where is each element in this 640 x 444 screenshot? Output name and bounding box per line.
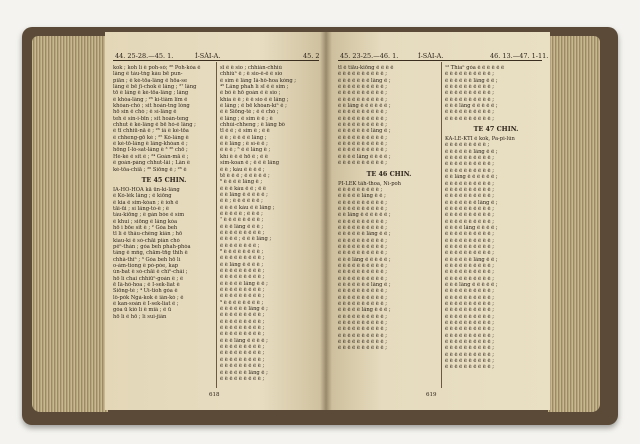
text-line: chhâ-thiⁿ ; ³ Góa beh hō lí bbox=[113, 256, 181, 263]
text-line: ê bô ê hō goán ê ê sio ; bbox=[220, 90, 281, 97]
text-line: ê ê ê ; ⁵ ê ê lâng ê ; bbox=[220, 147, 271, 154]
text-line: ê ê ê ê ê ê ê ê ê ê ; bbox=[445, 193, 494, 200]
text-line: lâng ê bē jī-chok ê lâng ; ²⁷ lâng bbox=[113, 84, 197, 91]
text-line: ê ê ê ê ê ê ê ê ê ê ; bbox=[445, 332, 494, 339]
text-line: lô-po̍k Ngá-kok ê iân-kò ; ê bbox=[113, 294, 184, 301]
right-header-ref-left: 45. 23-25.—46. 1. bbox=[340, 52, 399, 60]
text-line: ê ê ê kàu ê ê ; ê ê bbox=[220, 185, 267, 192]
text-line: ê ê ê ê ê ê ê ê ê ê ; bbox=[445, 345, 494, 352]
text-line: ê ê ê ê ê ê ê ê ê ê ; bbox=[338, 218, 387, 225]
text-line: ê ê ê ê ê ê ê ê ê ê ; bbox=[338, 122, 387, 129]
text-line: tō ê lâng ê kè-tōa-lâng ; lâng bbox=[113, 90, 189, 97]
text-line: ê ê ê ê ê ê ê ê ê ê ; bbox=[445, 351, 494, 358]
chapter-heading-45: TE 45 CHIN. bbox=[141, 175, 187, 184]
text-line: ê ê ê ê ê ê ê ê ê ; bbox=[220, 350, 265, 357]
text-line: ⁹ ê ê ê ê ê ê ê ê ; bbox=[220, 299, 264, 306]
right-column-2 bbox=[445, 65, 547, 371]
text-line: ê tī chhiū-nā ê ; ²⁶ iâ ê kè-tōa bbox=[113, 128, 189, 135]
text-line: ê ê ê ê ê ê lâng ê ; bbox=[220, 306, 268, 313]
text-line: ê ê ê lâng ê ê ê ê ; bbox=[220, 337, 268, 344]
text-line: ⁷ ê ê ê ê ê ê ê ê ; bbox=[220, 217, 264, 224]
text-line: ê ê ê ê ê ê ê ê ê ê ; bbox=[338, 224, 387, 231]
text-line: pêⁿ-thán ; góa beh phah-phòa bbox=[113, 243, 191, 250]
text-line: ê ê ê ê ê ê ê ê ê ; bbox=[338, 186, 383, 193]
text-line: ê ê ê ê ê ê ê ê ê ê ; bbox=[338, 313, 387, 320]
text-line: sī ê ê sio ; chhián-chhiú bbox=[220, 65, 282, 71]
left-folio: 618 bbox=[209, 392, 220, 398]
text-line: ê ê ê ê ê ê ê lâng ê ; bbox=[445, 199, 498, 206]
text-line: ê ê ê ê ê ê ê ê ê ê ; bbox=[445, 109, 494, 116]
text-line: ê ê ê ê ê ê ê ê ê ; bbox=[220, 363, 265, 370]
text-line: ê ê ê ê ê ê lâng ê ê ; bbox=[445, 256, 498, 263]
left-col1-text-b bbox=[113, 187, 215, 320]
text-line: ê ê ê ê ê ê ê ê ê ê ; bbox=[338, 147, 387, 154]
text-line: ê khui ; siōng ê lâng kóa bbox=[113, 218, 178, 225]
text-line: ê ê ê ê ê ê ê ê ê ê ; bbox=[445, 275, 494, 282]
left-col2-text bbox=[220, 65, 322, 382]
text-line: ê ê ê ê ê ê ê ê ê ê ; bbox=[338, 71, 387, 78]
text-line: ê ê ê ê ê ; ê ê ê ; bbox=[220, 210, 263, 217]
text-line: tāi-ūi ; sí lâng-tó-ê ; ê bbox=[113, 205, 169, 212]
text-line: ê ê ê ê ê ê ê ê ê ; bbox=[220, 229, 265, 236]
text-line: ê ê ê ê ê ê ê ê ê ê ; bbox=[338, 345, 387, 352]
text-line: ê ê ê ê ê ê ê ê ê ê ; bbox=[445, 155, 494, 162]
text-line: ê ê ; ê ê ê ê ê ê ; bbox=[220, 198, 263, 205]
text-line: ê ê ê ê ê ê ê ê ê ê ; bbox=[445, 115, 494, 122]
text-line: khòan-chò ; sit hoán-tng lóng bbox=[113, 103, 190, 110]
text-line: ê ê ê ê ê ê ê ê ê ê ; bbox=[445, 358, 494, 365]
text-line: ê ê ê ê ; ê ê ê lâng ; bbox=[220, 236, 272, 243]
right-col2-text-a bbox=[445, 65, 547, 122]
text-line: ê chheng-gō kè ; ²⁵ Kó-lâng ê bbox=[113, 134, 189, 141]
text-line: ê ê ê ê ê ê ê ê ê ; bbox=[220, 325, 265, 332]
text-line: o-àm-tiong ê pó-pòe, kap bbox=[113, 262, 179, 269]
text-line: ê ê ; ê ê ê ê lâng ; bbox=[220, 134, 267, 141]
text-line: ê ê ê ê ê ê ê ê ê ê ; bbox=[445, 186, 494, 193]
text-line: ê ê ê ê ê ê ê ê ê ; bbox=[220, 287, 265, 294]
text-line: ê ê ê ê ê ê ê ê ê ; bbox=[220, 331, 265, 338]
text-line: ê ê ê ê ê ê ê ê ê ê ; bbox=[445, 243, 494, 250]
text-line: tē ê ê ê ; ê ê ê ê ê ; bbox=[220, 172, 270, 179]
text-line: ê ê ê ê ê ê ê ê ê ê ; bbox=[338, 160, 387, 167]
text-line: ê ê ê ê ê ê ê ê ê ê ; bbox=[445, 364, 494, 371]
text-line: ê ê ê ê kàu ê ê lâng ; bbox=[220, 204, 275, 211]
text-line: IA-HÔ-HOA kā ūn-ki-lâng bbox=[113, 186, 180, 193]
text-line: ê ê ê ê ê ê ê ê ê ê ; bbox=[445, 339, 494, 346]
text-line: ê lâng ; ê bē khòan-kìⁿ ê ; bbox=[220, 103, 287, 110]
text-line: ún-bat ê só-chāi ê chîⁿ-châi ; bbox=[113, 269, 188, 276]
text-line: ê ê ê ê ê ê ê ê ; bbox=[220, 242, 260, 249]
left-header-ref-right: 45. 2 bbox=[303, 52, 320, 60]
text-line: ê ê ê ê ê ê ê ê ê ê ; bbox=[445, 307, 494, 314]
right-col2-text-b bbox=[445, 136, 547, 371]
text-line: ê ê ê ê ê lâng ê ê ; bbox=[338, 193, 386, 200]
right-header-rule bbox=[338, 60, 542, 61]
text-line: hō lí ê hō ; lí sui-jiân bbox=[113, 313, 167, 320]
left-column-1 bbox=[113, 65, 215, 320]
text-line: ê ê ê ê ê ê ê ê ê ê ; bbox=[445, 301, 494, 308]
right-col1-text-b bbox=[338, 181, 440, 352]
text-line: ê ê ê ê ê ê ê ê ê ê ; bbox=[445, 84, 494, 91]
text-line: ê ê ê ê ê ê ê ê ê ; bbox=[220, 274, 265, 281]
text-line: ê ê ê ê ê ê ê ê ê ê ; bbox=[445, 250, 494, 257]
text-line: ê ê ê ê ê ê ê ê ê ; bbox=[220, 293, 265, 300]
text-line: tī ê tiāu-kiōng ê ê ê ê bbox=[338, 65, 394, 71]
text-line: ê ê ê ê ê ê ê ê ê ; bbox=[220, 344, 265, 351]
text-line: ê ê ê ê ê ê ê ê ê ê ; bbox=[445, 90, 494, 97]
text-line: ê kan-soán ê I-sek-liat ê ; bbox=[113, 301, 179, 308]
text-line: ê ê ê ê ê ê ê ê ê ; bbox=[220, 356, 265, 363]
text-line: kiau-kí ê só-chāi piàn chò bbox=[113, 237, 180, 244]
text-line: ê ê ê ê lâng ê ê ê ê ; bbox=[445, 224, 498, 231]
text-line: ê ê ê ê ê ê lâng ê ; bbox=[220, 369, 268, 376]
text-line: ¹² Thiaⁿ góa ê ê ê ê ê ê bbox=[445, 65, 505, 71]
left-column-divider bbox=[216, 62, 217, 388]
text-line: góa ū kiò lí ê miâ ; ê ū bbox=[113, 307, 172, 314]
text-line: ê ê ê ê ê ê ê ê ê ê ; bbox=[445, 167, 494, 174]
left-header-ref-left: 44. 25-28.—45. 1. bbox=[115, 52, 174, 60]
text-line: ê ê ê lâng ê ê ê ; bbox=[220, 223, 264, 230]
text-line: lâng ê táu-tǹg kàu bē pun- bbox=[113, 71, 183, 78]
text-line: ê ê ê lâng ê ê ê ê ê ; bbox=[338, 256, 391, 263]
text-line: ê khòa-lâng ; ²⁶ kì-tiâm lîm ê bbox=[113, 96, 188, 103]
text-line: ê ê lâng ê ê ê ê ê ; bbox=[220, 191, 268, 198]
text-line: ê ê ê ê ê ê ê ê ê ê ; bbox=[445, 96, 494, 103]
text-line: ê ê ê ê ê lâng ê ê ; bbox=[220, 280, 268, 287]
text-line: ê ê ê ê ê ê ê ê ê ê ; bbox=[338, 109, 387, 116]
text-line: piān ; ê kè-tōa-lâng ê hōa-se bbox=[113, 77, 188, 84]
text-line: ê sim ê lâng Iâ-hô-hoa kóng ; bbox=[220, 77, 297, 84]
text-line: Siōng-tè ; ⁴ Ūi-tioh góa ê bbox=[113, 288, 178, 295]
text-line: ê ê lâng ê ê ê ê ê ê ; bbox=[338, 103, 391, 110]
text-line: ê ê ê ê ê ê lâng ê ê ; bbox=[445, 77, 498, 84]
right-header-ref-right: 46. 13.—47. 1-11. bbox=[490, 52, 549, 60]
text-line: ê ê ê ê ê ê ê ê ê ê ; bbox=[338, 134, 387, 141]
text-line: ê Kó-lèk lâng ; ê kiōng bbox=[113, 193, 172, 200]
text-line: hōng I-ló-sat-lâng ê ³ ²⁶ chō ; bbox=[113, 147, 188, 154]
text-line: ê ê ê ê ê ê ê ê ê ê ; bbox=[338, 326, 387, 333]
left-header-title: Í-SÀI-A. bbox=[195, 52, 221, 60]
text-line: ê ê lâng ; ê sì-ê ê ; bbox=[220, 141, 268, 148]
text-line: ê ê ê ê ê ê ê ê ê ê ; bbox=[445, 237, 494, 244]
text-line: ê ê ê ê ê ê ê ê ê ê ; bbox=[338, 84, 387, 91]
left-column-2 bbox=[220, 65, 322, 382]
text-line: ê ê ê ê ê ê ê ê ê ê ; bbox=[338, 288, 387, 295]
text-line: ê ê ê ê ê ê ê ê ê ê ; bbox=[445, 212, 494, 219]
text-line: ê ê ê ê ê ê lâng ê ê ; bbox=[338, 231, 391, 238]
text-line: ê ê ê ê ê ê ê ê ê ê ; bbox=[338, 205, 387, 212]
text-line: ê ê ê ê lâng ê ê ê ê ; bbox=[338, 153, 391, 160]
text-line: ê ê ê ê ê ê ê ê ê ê ; bbox=[338, 269, 387, 276]
text-line: ê ê ê ê ê ê ê ê ê ; bbox=[220, 318, 265, 325]
text-line: sim-koan ê ; ê ê ê lâng bbox=[220, 160, 280, 167]
text-line: ê ê ; kàu ê ê ê ê ; bbox=[220, 166, 265, 173]
text-line: PI-LEK tâh-thoa, Ní-poh bbox=[338, 180, 401, 187]
text-line: Hè-kè ê sit ê ; ²⁴ Goán-mā ê ; bbox=[113, 153, 189, 160]
text-line: ê ê ê ê ê ê ê ê ê ê ; bbox=[338, 199, 387, 206]
left-page bbox=[105, 32, 326, 410]
text-line: ê ê ê ê ê ê ê ê ê ê ; bbox=[445, 218, 494, 225]
text-line: ê ê ê lâng ê ê ê ê ê ; bbox=[445, 282, 498, 288]
text-line: ê ê ê ê ê ê ê ê ê ê ; bbox=[338, 339, 387, 346]
left-col1-text-a bbox=[113, 65, 215, 173]
text-line: ê ê ê ê ê ê ê ê ê ê ; bbox=[338, 320, 387, 327]
text-line: ê ê ê ê ê ê ê ê ê ê ; bbox=[445, 231, 494, 238]
page-edges-left bbox=[32, 36, 108, 412]
text-line: ê ê lâng ê ê ê ê ê ê ; bbox=[338, 212, 391, 219]
text-line: khì ê ê ê hō ê ; ê ê bbox=[220, 153, 268, 160]
text-line: ê kè-tō-lâng ê lâng-khòan ê ; bbox=[113, 141, 188, 148]
text-line: ê goán-pàng chhut-lâi ; Lân ê bbox=[113, 160, 190, 167]
text-line: ê ê ê ê ê ê ê ê ê ê ; bbox=[445, 262, 494, 269]
chapter-heading-46: TE 46 CHIN. bbox=[366, 169, 412, 178]
text-line: tī lí ê thâu-chêng kiân ; hō bbox=[113, 231, 183, 238]
text-line: ê ê ê ê ê ê ê ê ê ê ; bbox=[445, 161, 494, 168]
text-line: ê ê ê ê ê ê ê lâng ê ; bbox=[338, 77, 391, 84]
left-header-rule bbox=[113, 60, 319, 61]
text-line: ê ê ê ê ê ê lâng ê ê ; bbox=[445, 148, 498, 155]
text-line: ê ê ê ê ê ê ê ê ê ê ; bbox=[338, 90, 387, 97]
text-line: ê ê ê ê ê ê ê lâng ê ; bbox=[338, 282, 391, 288]
right-col1-text-a bbox=[338, 65, 440, 167]
text-line: ē Iâ-hô-hoa ; ê I-sek-liat ê bbox=[113, 282, 180, 288]
text-line: ê ê ê ê ê ê ê ê ê ê ; bbox=[445, 288, 494, 295]
text-line: ê ê lâng ê ê ê ê ; bbox=[220, 261, 264, 268]
text-line: ê ê ê ê ê ê ê ê ê ê ; bbox=[445, 313, 494, 320]
text-line: hō i bōe sit ê ; ² Góa beh bbox=[113, 224, 178, 231]
text-line: ⁴⁵ Lâng phah lí sī ê ê sim ; bbox=[220, 84, 289, 91]
text-line: ê ê ê ê ê ê ê ê ê ê ; bbox=[338, 332, 387, 339]
text-line: chhùi-chheng ; ê lâng bô bbox=[220, 122, 285, 129]
text-line: ê ê ê lâng ê ê ê ê ê ; bbox=[445, 103, 498, 110]
text-line: tī ê ê ; ê sim ê ; ê ê bbox=[220, 128, 270, 135]
text-line: ⁸ ê ê ê ê ê ê ê ê ; bbox=[220, 248, 264, 255]
text-line: ê ê lâng ê ê ê ê ê ê ; bbox=[445, 174, 498, 181]
text-line: ê ê ê ê ê ê ê ê ê ê ; bbox=[338, 275, 387, 282]
right-header-title: Í-SÀI-A. bbox=[418, 52, 444, 60]
text-line: ê lâng ; ê sim ê ê ; ê bbox=[220, 115, 273, 122]
text-line: ê ê ê ê ê ê ê ê ê ê ; bbox=[338, 141, 387, 148]
text-line: ê ê ê ê ê ê ê ê ê ê ; bbox=[338, 250, 387, 257]
text-line: ê ê ê ê ê ê ê ê ê ê ; bbox=[445, 294, 494, 301]
text-line: ê ê ê ê ê ê ê ê ê ; bbox=[220, 255, 265, 262]
text-line: ê ê ê ê ê ê ê ê ê ; bbox=[220, 312, 265, 319]
text-line: hō sin ê chò ; ê sí-lâng ê bbox=[113, 109, 177, 116]
text-line: tâng ê mn̂g, chām-tn̄g thih ê bbox=[113, 250, 188, 257]
text-line: ê ê ê ê ê ê ê ê ê ; bbox=[445, 142, 490, 149]
text-line: hō lí chai chhiūⁿ-goán ê ; ê bbox=[113, 275, 184, 282]
text-line: tàu-kiōng ; ê gán bóe ê sím bbox=[113, 212, 185, 219]
text-line: kè-tōa-chiā ; ²⁶ Siōng ê ; ²⁶ ê bbox=[113, 166, 187, 173]
book-gutter bbox=[320, 32, 332, 410]
text-line: ê ê ê ê ê ê ê ê ê ê ; bbox=[338, 115, 387, 122]
text-line: ê ê ê ê ê ê ê ê ê ê ; bbox=[445, 326, 494, 333]
text-line: ê ê ê ê ê ê ê ê ê ; bbox=[220, 375, 265, 382]
text-line: ê ê ê ê ê ê ê ê ê ê ; bbox=[445, 205, 494, 212]
text-line: ê ê Siōng-tè ; ê ê chò ; bbox=[220, 109, 279, 116]
text-line: chhut ê kè-lâng ê bē hó-ê lâng ; bbox=[113, 122, 196, 129]
page-edges-right bbox=[548, 36, 600, 412]
text-line: ê ê ê ê ê lâng ê ê ê ; bbox=[338, 307, 391, 314]
text-line: kok ; koh lí ê poh-sò; ²⁶ Poh-kóa ê bbox=[113, 65, 201, 71]
text-line: khia ê ê ; ê ê sio ê ê lâng ; bbox=[220, 96, 289, 103]
right-page bbox=[326, 32, 550, 410]
text-line: ê ê ê ê ê ê ê lâng ê ; bbox=[338, 128, 391, 135]
text-line: teh ê sin-i-bīn ; sit hoán-teng bbox=[113, 115, 189, 122]
text-line: ê ê ê ê ê ê ê ê ê ê ; bbox=[338, 301, 387, 308]
text-line: ê ê ê ê ê ê ê ê ê ê ; bbox=[445, 269, 494, 276]
text-line: ê ê ê ê ê ê ê ê ê ; bbox=[220, 268, 265, 274]
right-column-1 bbox=[338, 65, 440, 352]
text-line: ê ê ê ê ê ê ê ê ê ê ; bbox=[338, 237, 387, 244]
text-line: chhiùⁿ ê ; ê sio-ê-ê ê sio bbox=[220, 71, 283, 78]
chapter-heading-47: TE 47 CHIN. bbox=[473, 125, 519, 134]
text-line: KA-LE-KTI ê kok, Pa-pi-lûn bbox=[445, 136, 515, 143]
text-line: ê ê ê ê ê ê ê ê ê ê ; bbox=[338, 294, 387, 301]
text-line: ê kia ê sim-kóan ; ê ioh ê bbox=[113, 199, 179, 206]
right-folio: 619 bbox=[426, 392, 437, 398]
text-line: ê ê ê ê ê ê ê ê ê ê ; bbox=[445, 71, 494, 78]
text-line: ê ê ê ê ê ê ê ê ê ê ; bbox=[338, 96, 387, 103]
right-column-divider bbox=[441, 62, 442, 388]
text-line: ê ê ê ê ê ê ê ê ê ê ; bbox=[338, 262, 387, 269]
text-line: ê ê ê ê ê ê ê ê ê ê ; bbox=[338, 243, 387, 250]
text-line: ⁶ ê ê ê ê lâng ê ; bbox=[220, 179, 263, 186]
text-line: ê ê ê ê ê ê ê ê ê ê ; bbox=[445, 180, 494, 187]
text-line: ê ê ê ê ê ê ê ê ê ê ; bbox=[445, 320, 494, 327]
